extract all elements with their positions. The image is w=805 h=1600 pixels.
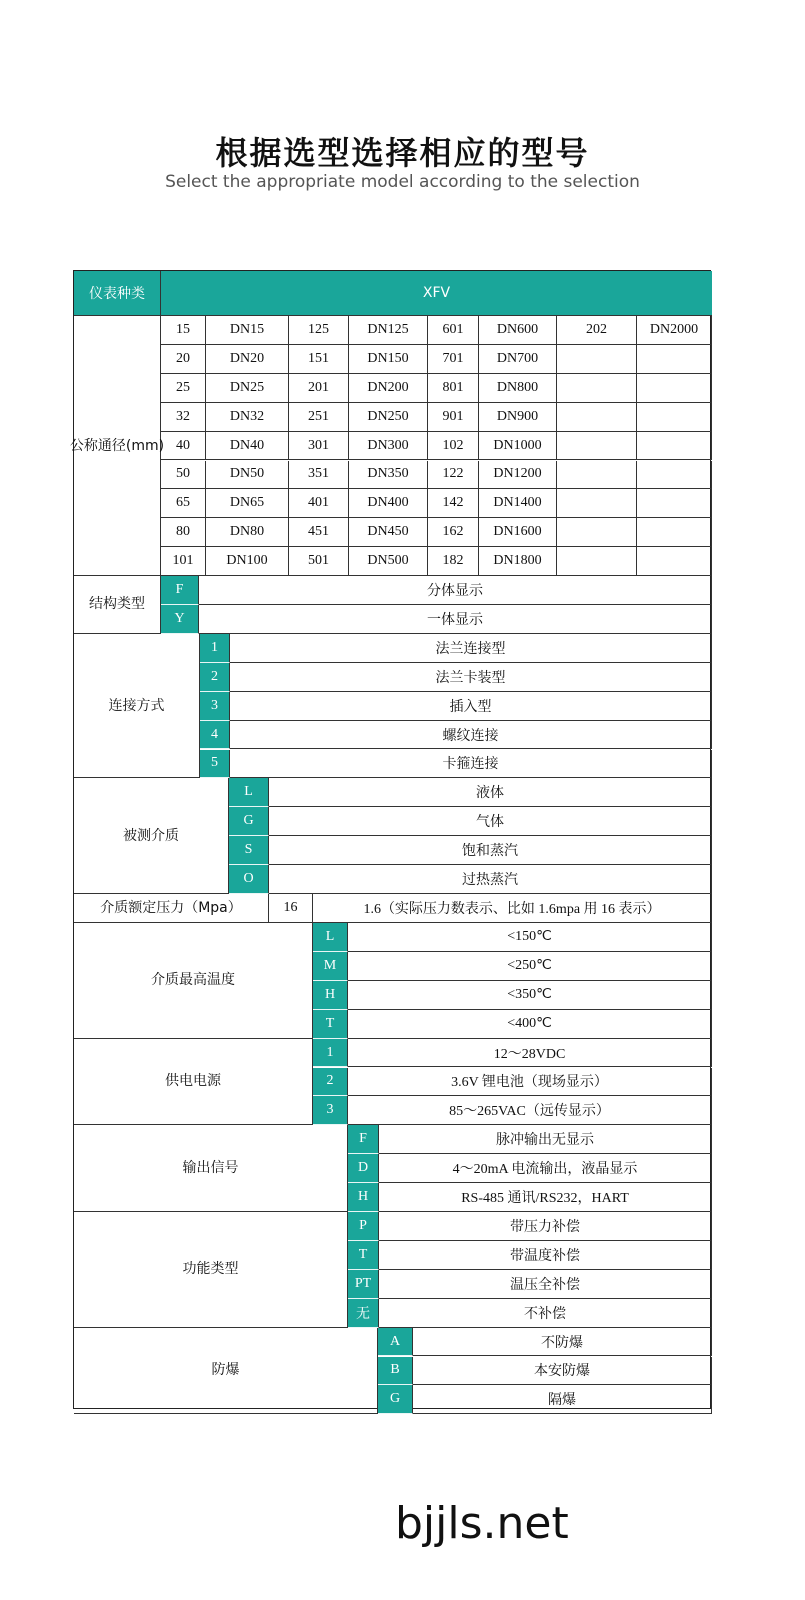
diameter-cell: DN20 <box>206 345 289 374</box>
connection-method-desc: 螺纹连接 <box>230 721 712 750</box>
diameter-cell <box>637 374 712 403</box>
max-temperature-code: H <box>313 981 348 1010</box>
measured-medium-code: O <box>229 865 269 894</box>
power-supply-code: 2 <box>313 1068 348 1097</box>
connection-method-code: 4 <box>200 721 230 750</box>
measured-medium-desc: 过热蒸汽 <box>269 865 712 894</box>
diameter-cell: DN1600 <box>479 518 557 547</box>
structure-type-code: F <box>161 576 199 605</box>
diameter-cell <box>637 403 712 432</box>
measured-medium-code: S <box>229 836 269 865</box>
diameter-cell <box>637 345 712 374</box>
diameter-cell: DN1200 <box>479 461 557 490</box>
max-temperature-label: 介质最高温度 <box>74 923 313 1039</box>
measured-medium-desc: 气体 <box>269 807 712 836</box>
diameter-cell: DN65 <box>206 489 289 518</box>
diameter-cell <box>557 374 637 403</box>
diameter-cell <box>557 518 637 547</box>
power-supply-desc: 12～28VDC <box>348 1039 712 1068</box>
diameter-cell <box>637 547 712 576</box>
power-supply-desc: 3.6V 锂电池（现场显示） <box>348 1068 712 1097</box>
diameter-cell: DN700 <box>479 345 557 374</box>
max-temperature-code: T <box>313 1010 348 1039</box>
diameter-cell <box>637 489 712 518</box>
diameter-cell: DN900 <box>479 403 557 432</box>
measured-medium-code: L <box>229 778 269 807</box>
diameter-cell: 901 <box>428 403 479 432</box>
diameter-cell: DN40 <box>206 432 289 461</box>
diameter-cell <box>557 432 637 461</box>
output-signal-code: F <box>348 1125 379 1154</box>
output-signal-label: 输出信号 <box>74 1125 348 1212</box>
diameter-unit: (mm) <box>125 437 165 454</box>
diameter-cell: DN450 <box>349 518 428 547</box>
max-temperature-code: M <box>313 952 348 981</box>
diameter-cell: 501 <box>289 547 349 576</box>
explosion-proof-code: G <box>378 1385 413 1414</box>
diameter-cell: 151 <box>289 345 349 374</box>
structure-type-code: Y <box>161 605 199 634</box>
diameter-cell: DN50 <box>206 461 289 490</box>
diameter-cell: 202 <box>557 316 637 345</box>
power-supply-code: 3 <box>313 1096 348 1125</box>
output-signal-desc: RS-485 通讯/RS232，HART <box>379 1183 712 1212</box>
explosion-proof-code: B <box>378 1357 413 1386</box>
measured-medium-desc: 液体 <box>269 778 712 807</box>
page-subtitle: Select the appropriate model according to the selection <box>165 172 640 192</box>
diameter-cell <box>557 461 637 490</box>
measured-medium-code: G <box>229 807 269 836</box>
diameter-cell: 301 <box>289 432 349 461</box>
model-selection-table <box>69 270 711 1409</box>
diameter-cell: DN300 <box>349 432 428 461</box>
diameter-cell: 701 <box>428 345 479 374</box>
explosion-proof-desc: 不防爆 <box>413 1328 712 1357</box>
diameter-cell: 40 <box>161 432 206 461</box>
diameter-cell: 125 <box>289 316 349 345</box>
connection-method-code: 3 <box>200 692 230 721</box>
diameter-cell: DN250 <box>349 403 428 432</box>
diameter-cell <box>557 547 637 576</box>
diameter-cell: DN25 <box>206 374 289 403</box>
connection-method-desc: 插入型 <box>230 692 712 721</box>
diameter-cell: DN350 <box>349 461 428 490</box>
power-supply-label: 供电电源 <box>74 1039 313 1126</box>
connection-method-code: 1 <box>200 634 230 663</box>
diameter-cell: DN200 <box>349 374 428 403</box>
diameter-cell: 15 <box>161 316 206 345</box>
measured-medium-label: 被测介质 <box>74 778 229 894</box>
connection-method-desc: 卡箍连接 <box>230 750 712 779</box>
diameter-cell: 801 <box>428 374 479 403</box>
diameter-cell: 251 <box>289 403 349 432</box>
diameter-cell: 351 <box>289 461 349 490</box>
function-type-label: 功能类型 <box>74 1212 348 1328</box>
diameter-cell: DN400 <box>349 489 428 518</box>
max-temperature-desc: <250℃ <box>348 952 712 981</box>
diameter-cell: DN2000 <box>637 316 712 345</box>
diameter-cell: DN600 <box>479 316 557 345</box>
diameter-cell <box>637 432 712 461</box>
output-signal-code: H <box>348 1183 379 1212</box>
max-temperature-desc: <350℃ <box>348 981 712 1010</box>
pressure-desc: 1.6（实际压力数表示、比如 1.6mpa 用 16 表示） <box>313 894 712 923</box>
connection-method-desc: 法兰连接型 <box>230 634 712 663</box>
diameter-cell: 20 <box>161 345 206 374</box>
diameter-cell: 80 <box>161 518 206 547</box>
diameter-cell: 142 <box>428 489 479 518</box>
diameter-cell <box>557 403 637 432</box>
structure-type-desc: 一体显示 <box>199 605 712 634</box>
diameter-cell: 162 <box>428 518 479 547</box>
instrument-type-label: 仪表种类 <box>74 271 161 316</box>
explosion-proof-desc: 隔爆 <box>413 1385 712 1414</box>
diameter-label <box>69 316 165 576</box>
diameter-cell: DN100 <box>206 547 289 576</box>
diameter-cell: DN1800 <box>479 547 557 576</box>
max-temperature-desc: <400℃ <box>348 1010 712 1039</box>
diameter-cell: DN150 <box>349 345 428 374</box>
diameter-cell: 401 <box>289 489 349 518</box>
explosion-proof-code: A <box>378 1328 413 1357</box>
diameter-cell: DN1400 <box>479 489 557 518</box>
diameter-cell <box>637 518 712 547</box>
function-type-code: P <box>348 1212 379 1241</box>
function-type-desc: 温压全补偿 <box>379 1270 712 1299</box>
explosion-proof-desc: 本安防爆 <box>413 1357 712 1386</box>
output-signal-code: D <box>348 1154 379 1183</box>
function-type-code: PT <box>348 1270 379 1299</box>
max-temperature-desc: <150℃ <box>348 923 712 952</box>
diameter-cell: DN125 <box>349 316 428 345</box>
diameter-label-text: 公称通径 <box>69 437 126 454</box>
diameter-cell <box>557 345 637 374</box>
max-temperature-code: L <box>313 923 348 952</box>
explosion-proof-label: 防爆 <box>74 1328 378 1415</box>
diameter-cell: DN1000 <box>479 432 557 461</box>
diameter-cell: 122 <box>428 461 479 490</box>
site-watermark: bjjls.net <box>395 1498 569 1549</box>
structure-type-desc: 分体显示 <box>199 576 712 605</box>
diameter-cell: 65 <box>161 489 206 518</box>
diameter-cell <box>557 489 637 518</box>
output-signal-desc: 脉冲输出无显示 <box>379 1125 712 1154</box>
function-type-code: 无 <box>348 1299 379 1328</box>
structure-type-label: 结构类型 <box>74 576 161 634</box>
connection-method-code: 2 <box>200 663 230 692</box>
instrument-type-value: XFV <box>161 271 712 316</box>
diameter-cell: DN500 <box>349 547 428 576</box>
diameter-cell: DN800 <box>479 374 557 403</box>
diameter-cell: DN32 <box>206 403 289 432</box>
page-title: 根据选型选择相应的型号 <box>215 134 590 172</box>
diameter-cell: DN80 <box>206 518 289 547</box>
diameter-cell: 101 <box>161 547 206 576</box>
power-supply-desc: 85～265VAC（远传显示） <box>348 1096 712 1125</box>
diameter-cell: 601 <box>428 316 479 345</box>
diameter-cell <box>637 461 712 490</box>
connection-method-code: 5 <box>200 750 230 779</box>
diameter-cell: DN15 <box>206 316 289 345</box>
function-type-desc: 带温度补偿 <box>379 1241 712 1270</box>
diameter-cell: 25 <box>161 374 206 403</box>
diameter-cell: 182 <box>428 547 479 576</box>
function-type-code: T <box>348 1241 379 1270</box>
measured-medium-desc: 饱和蒸汽 <box>269 836 712 865</box>
diameter-cell: 50 <box>161 461 206 490</box>
connection-method-label: 连接方式 <box>74 634 200 779</box>
function-type-desc: 带压力补偿 <box>379 1212 712 1241</box>
diameter-cell: 32 <box>161 403 206 432</box>
function-type-desc: 不补偿 <box>379 1299 712 1328</box>
diameter-cell: 102 <box>428 432 479 461</box>
pressure-code: 16 <box>269 894 313 923</box>
diameter-cell: 451 <box>289 518 349 547</box>
diameter-cell: 201 <box>289 374 349 403</box>
pressure-label: 介质额定压力（Mpa） <box>74 894 269 923</box>
connection-method-desc: 法兰卡装型 <box>230 663 712 692</box>
power-supply-code: 1 <box>313 1039 348 1068</box>
output-signal-desc: 4～20mA 电流输出，液晶显示 <box>379 1154 712 1183</box>
